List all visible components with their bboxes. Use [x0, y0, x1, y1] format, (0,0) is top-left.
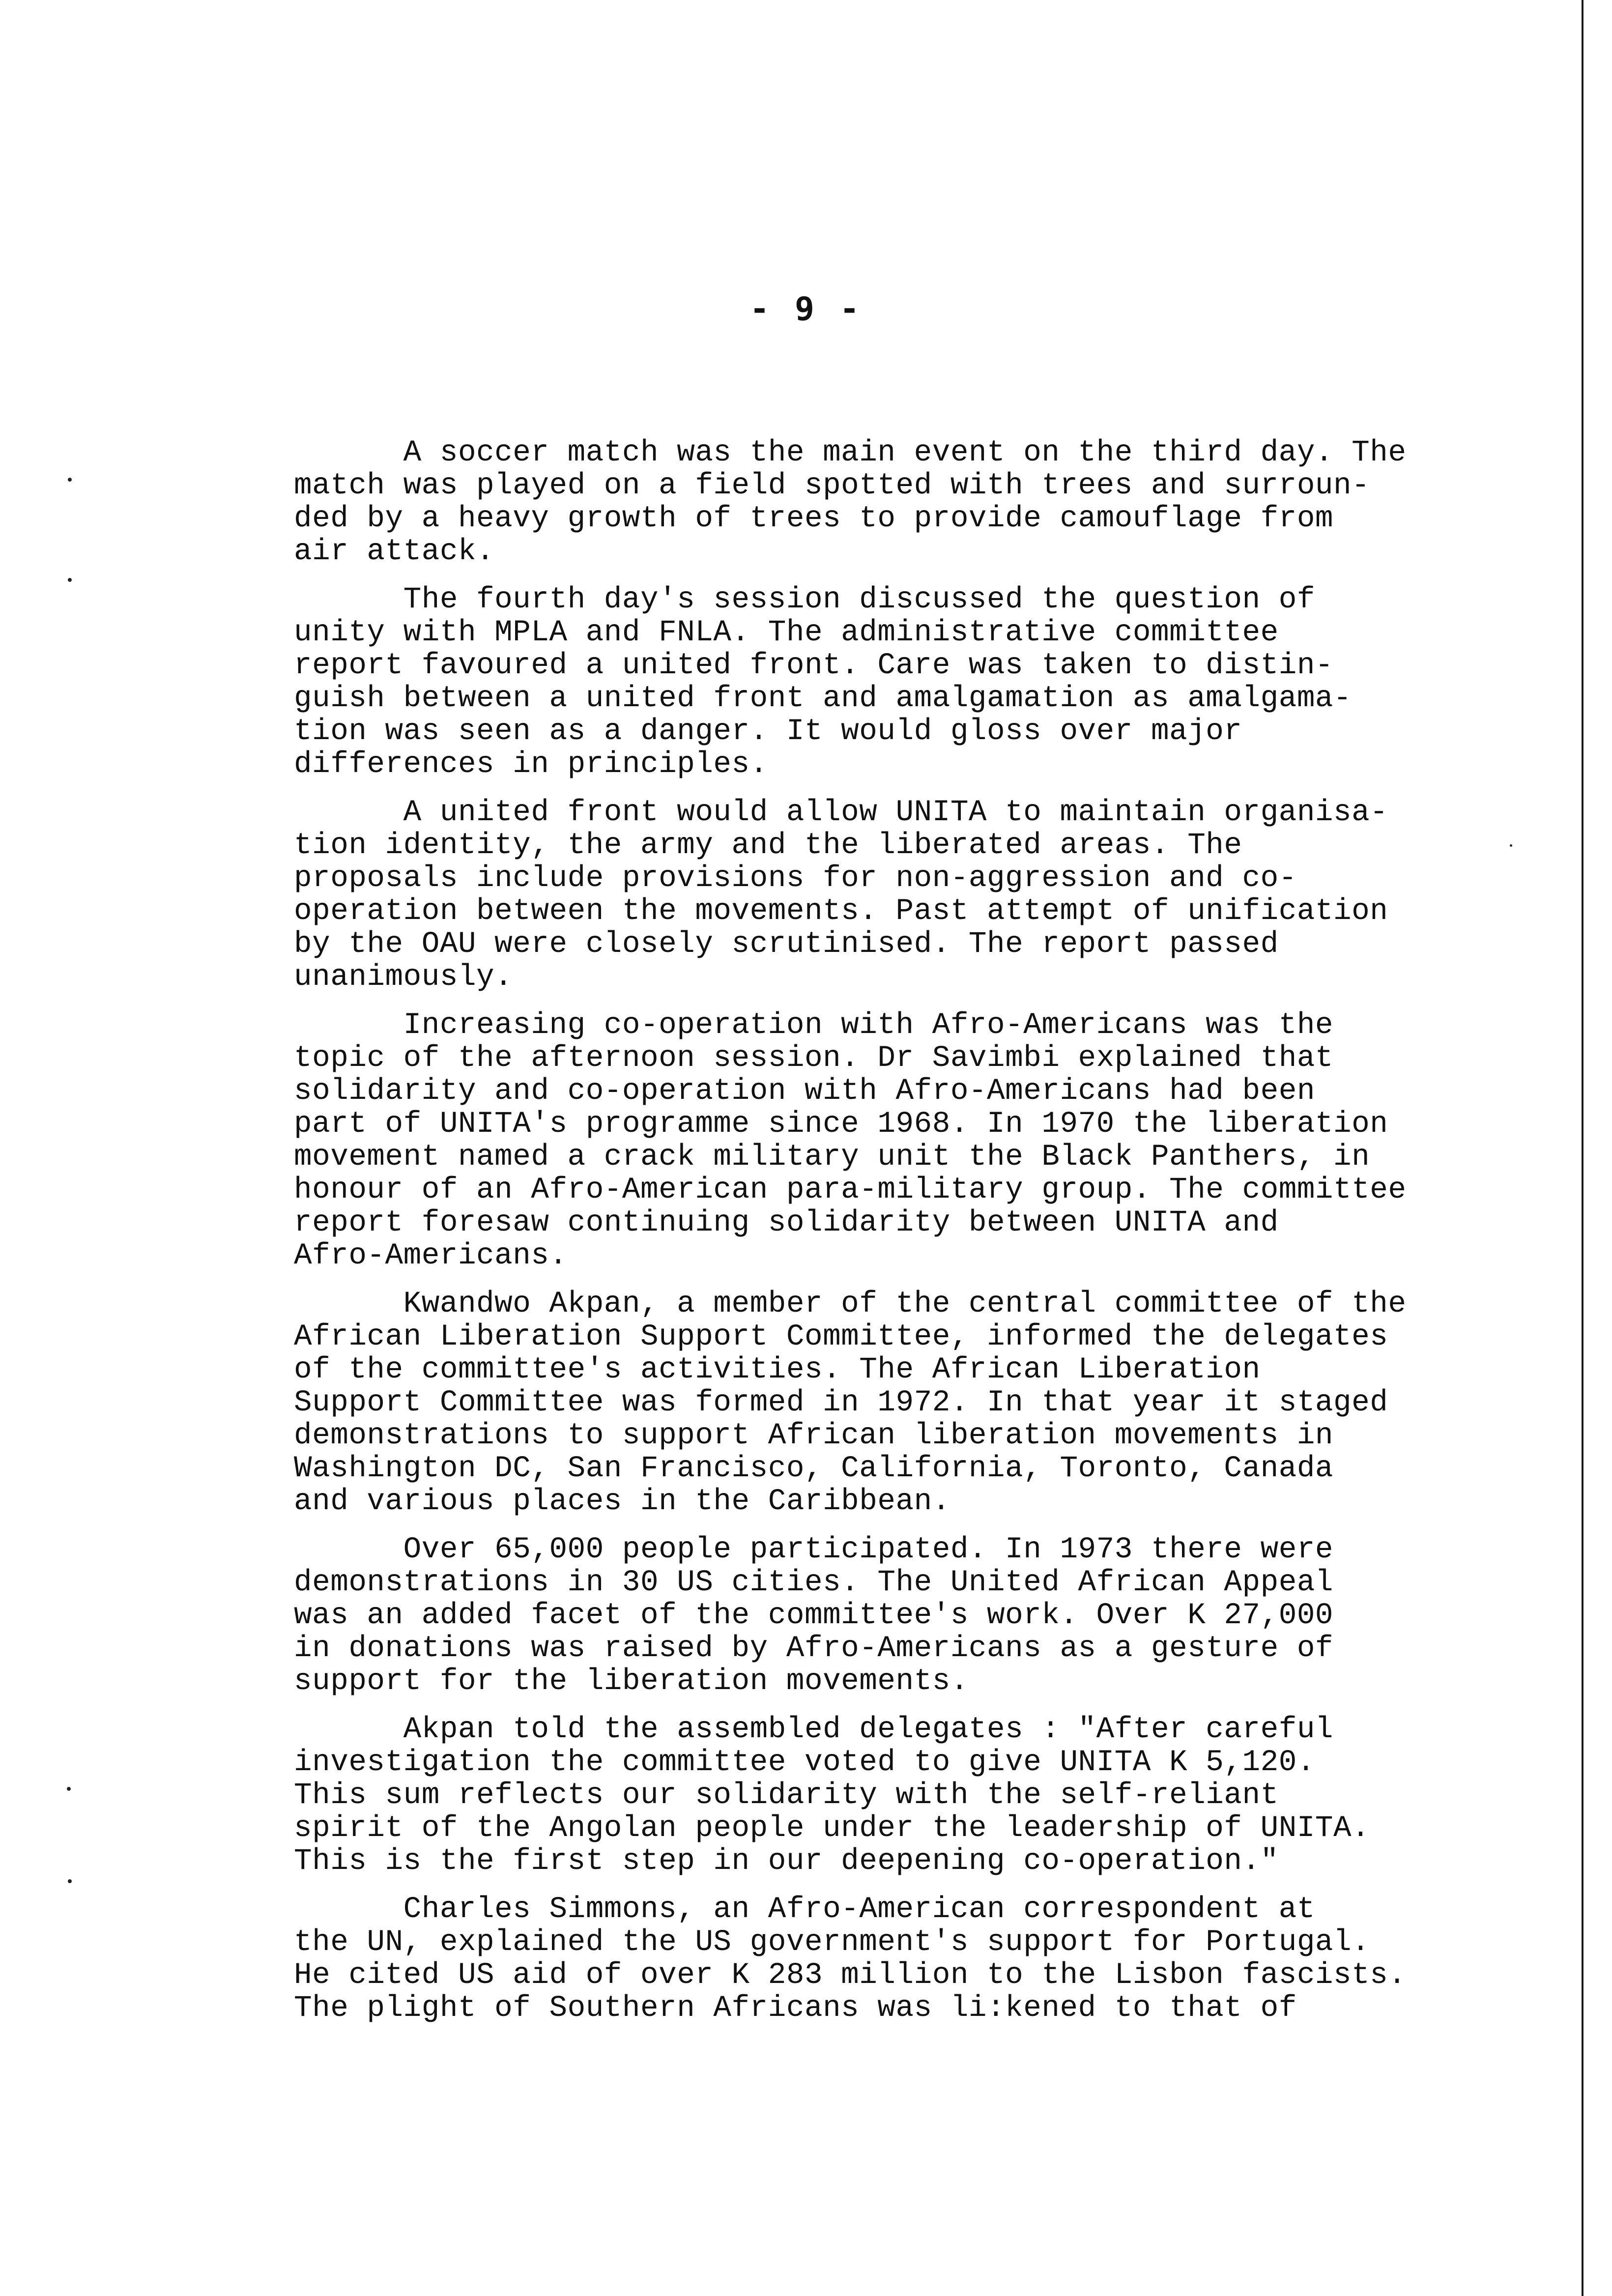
text-line: The plight of Southern Africans was li:kened to that of — [294, 1991, 1297, 2025]
text-line: demonstrations in 30 US cities. The United African Appeal — [294, 1566, 1334, 1600]
text-line: Kwandwo Akpan, a member of the central committee of the — [294, 1287, 1407, 1321]
text-line: A united front would allow UNITA to maintain organisa- — [294, 796, 1388, 830]
body-text — [294, 436, 1552, 2040]
text-line: honour of an Afro-American para-military group. The committee — [294, 1173, 1407, 1207]
text-line: He cited US aid of over K 283 million to the Lisbon fascists. — [294, 1958, 1407, 1992]
text-line: Over 65,000 people participated. In 1973 there were — [294, 1533, 1334, 1567]
text-line: topic of the afternoon session. Dr Savimbi explained that — [294, 1041, 1334, 1075]
paragraph — [294, 1533, 1552, 1698]
paragraph — [294, 796, 1552, 994]
paragraph — [294, 1893, 1552, 2025]
text-line: This is the first step in our deepening co-operation." — [294, 1844, 1279, 1878]
text-line: report favoured a united front. Care was taken to distin- — [294, 649, 1334, 683]
text-line: guish between a united front and amalgamation as amalgama- — [294, 682, 1352, 716]
margin-dot — [68, 578, 72, 582]
text-line: unity with MPLA and FNLA. The administrative committee — [294, 616, 1279, 650]
text-line: Support Committee was formed in 1972. In that year it staged — [294, 1386, 1388, 1420]
paragraph — [294, 1713, 1552, 1878]
text-line: part of UNITA's programme since 1968. In 1970 the liberation — [294, 1107, 1388, 1141]
text-line: report foresaw continuing solidarity between UNITA and — [294, 1206, 1279, 1240]
paragraph — [294, 583, 1552, 781]
text-line: investigation the committee voted to give UNITA K 5,120. — [294, 1746, 1315, 1779]
text-line: in donations was raised by Afro-Americans as a gesture of — [294, 1632, 1334, 1665]
text-line: Charles Simmons, an Afro-American correspondent at — [294, 1893, 1315, 1926]
text-line: the UN, explained the US government's support for Portugal. — [294, 1925, 1370, 1959]
page-number: - 9 - — [749, 290, 863, 328]
text-line: Washington DC, San Francisco, California, Toronto, Canada — [294, 1452, 1334, 1486]
text-line: unanimously. — [294, 960, 513, 994]
text-line: movement named a crack military unit the Black Panthers, in — [294, 1140, 1370, 1174]
text-line: by the OAU were closely scrutinised. The report passed — [294, 927, 1279, 961]
text-line: demonstrations to support African liberation movements in — [294, 1419, 1334, 1453]
margin-dot — [68, 1879, 72, 1883]
text-line: and various places in the Caribbean. — [294, 1485, 950, 1519]
margin-dot — [68, 478, 72, 482]
text-line: The fourth day's session discussed the question of — [294, 583, 1315, 617]
text-line: tion identity, the army and the liberated areas. The — [294, 829, 1242, 862]
text-line: proposals include provisions for non-aggression and co- — [294, 861, 1297, 895]
text-line: tion was seen as a danger. It would gloss over major — [294, 715, 1242, 748]
paragraph — [294, 1288, 1552, 1518]
text-line: operation between the movements. Past attempt of unification — [294, 894, 1388, 928]
paragraph — [294, 436, 1552, 568]
text-line: Increasing co-operation with Afro-Americans was the — [294, 1008, 1334, 1042]
text-line: support for the liberation movements. — [294, 1665, 969, 1698]
text-line: A soccer match was the main event on the third day. The — [294, 436, 1407, 470]
text-line: ded by a heavy growth of trees to provide camouflage from — [294, 502, 1334, 536]
text-line: differences in principles. — [294, 747, 768, 781]
text-line: was an added facet of the committee's work. Over K 27,000 — [294, 1599, 1334, 1633]
text-line: Afro-Americans. — [294, 1239, 568, 1273]
text-line: match was played on a field spotted with trees and surroun- — [294, 469, 1370, 503]
text-line: spirit of the Angolan people under the leadership of UNITA. — [294, 1811, 1370, 1845]
text-line: air attack. — [294, 535, 495, 569]
margin-dot — [67, 1787, 71, 1791]
text-line: solidarity and co-operation with Afro-Americans had been — [294, 1074, 1315, 1108]
text-line: This sum reflects our solidarity with the self-reliant — [294, 1779, 1279, 1812]
text-line: Akpan told the assembled delegates : "After careful — [294, 1713, 1334, 1747]
text-line: African Liberation Support Committee, informed the delegates — [294, 1320, 1388, 1354]
page-edge-line — [1582, 0, 1583, 2296]
text-line: of the committee's activities. The African Liberation — [294, 1353, 1261, 1387]
paragraph — [294, 1009, 1552, 1272]
